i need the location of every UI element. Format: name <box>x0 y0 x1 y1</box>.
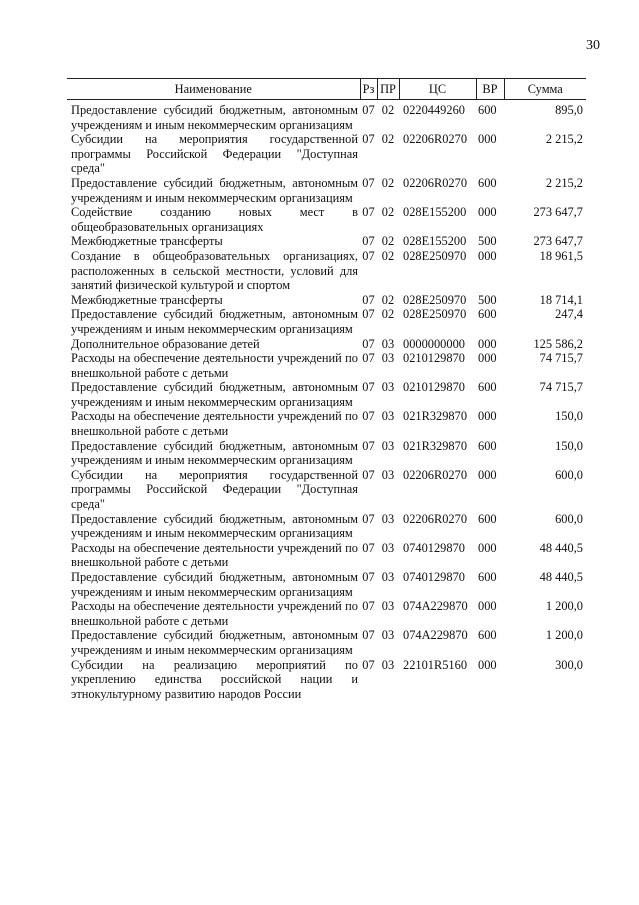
cell-cs: 0740129870 <box>403 540 465 555</box>
cell-cs: 028E155200 <box>403 205 467 220</box>
cell-vr: 000 <box>478 657 497 672</box>
cell-pr: 03 <box>381 438 395 453</box>
table-row <box>67 337 586 352</box>
cell-name: Межбюджетные трансферты <box>71 292 223 307</box>
cell-rz: 07 <box>362 234 375 249</box>
cell-name: Предоставление субсидий бюджетным, автономным учреждениям и иным некоммерческим организациям <box>71 307 358 336</box>
table-row <box>67 351 586 380</box>
table-row <box>67 234 586 249</box>
cell-name: Расходы на обеспечение деятельности учреждений по внешкольной работе с детьми <box>71 409 358 439</box>
cell-rz: 07 <box>362 628 375 643</box>
cell-cs: 028E250970 <box>403 307 467 322</box>
cell-name: Дополнительное образование детей <box>71 336 260 351</box>
cell-vr: 500 <box>478 292 497 307</box>
cell-vr: 000 <box>478 467 497 482</box>
cell-pr: 03 <box>381 599 395 614</box>
column-header-name: Наименование <box>67 79 360 100</box>
cell-vr: 600 <box>478 438 497 453</box>
cell-cs: 0210129870 <box>403 380 465 395</box>
cell-pr: 03 <box>381 628 395 643</box>
cell-cs: 02206R0270 <box>403 132 468 147</box>
cell-rz: 07 <box>362 467 375 482</box>
table-row <box>67 658 586 702</box>
cell-rz: 07 <box>362 307 375 322</box>
cell-pr: 02 <box>381 103 395 117</box>
cell-pr: 02 <box>381 307 395 322</box>
cell-sum: 48 440,5 <box>539 540 583 555</box>
table-row <box>67 599 586 628</box>
cell-sum: 895,0 <box>555 103 583 117</box>
table-row <box>67 380 586 409</box>
cell-sum: 18 714,1 <box>539 292 583 307</box>
page-number: 30 <box>586 38 600 53</box>
cell-rz: 07 <box>362 599 375 614</box>
cell-cs: 021R329870 <box>403 409 468 424</box>
cell-vr: 600 <box>478 570 497 584</box>
cell-sum: 150,0 <box>555 438 583 453</box>
cell-name: Предоставление субсидий бюджетным, автономным учреждениям и иным некоммерческим организациям <box>71 103 358 132</box>
cell-vr: 000 <box>478 599 497 614</box>
cell-cs: 028E155200 <box>403 234 467 249</box>
cell-sum: 74 715,7 <box>539 380 583 395</box>
cell-pr: 02 <box>381 248 395 263</box>
table-header <box>67 79 586 100</box>
cell-sum: 300,0 <box>555 657 583 672</box>
cell-rz: 07 <box>362 409 375 424</box>
cell-sum: 273 647,7 <box>533 205 583 220</box>
cell-name: Предоставление субсидий бюджетным, автономным учреждениям и иным некоммерческим организациям <box>71 438 358 468</box>
table-row <box>67 512 586 541</box>
cell-pr: 03 <box>381 336 395 351</box>
cell-pr: 02 <box>381 175 395 190</box>
cell-pr: 03 <box>381 540 395 555</box>
cell-pr: 03 <box>381 657 395 672</box>
cell-name: Предоставление субсидий бюджетным, автономным учреждениям и иным некоммерческим организациям <box>71 175 358 205</box>
cell-sum: 2 215,2 <box>545 175 583 190</box>
cell-sum: 125 586,2 <box>533 336 583 351</box>
cell-rz: 07 <box>362 380 375 395</box>
cell-sum: 2 215,2 <box>545 132 583 147</box>
cell-pr: 03 <box>381 351 395 366</box>
cell-pr: 03 <box>381 467 395 482</box>
cell-cs: 028E250970 <box>403 292 467 307</box>
cell-cs: 22101R5160 <box>403 657 468 672</box>
cell-pr: 02 <box>381 132 395 147</box>
cell-cs: 0210129870 <box>403 351 465 366</box>
cell-sum: 74 715,7 <box>539 351 583 366</box>
cell-rz: 07 <box>362 511 375 526</box>
cell-vr: 600 <box>478 380 497 395</box>
cell-vr: 600 <box>478 103 497 117</box>
column-header-cs: ЦС <box>399 79 476 100</box>
cell-sum: 600,0 <box>555 467 583 482</box>
cell-vr: 500 <box>478 234 497 249</box>
table-row <box>67 176 586 205</box>
cell-rz: 07 <box>362 351 375 366</box>
cell-sum: 600,0 <box>555 511 583 526</box>
cell-pr: 03 <box>381 570 395 584</box>
cell-name: Расходы на обеспечение деятельности учреждений по внешкольной работе с детьми <box>71 599 358 628</box>
column-header-sum: Сумма <box>504 79 586 100</box>
cell-rz: 07 <box>362 248 375 263</box>
cell-sum: 48 440,5 <box>539 570 583 584</box>
cell-name: Предоставление субсидий бюджетным, автономным учреждениям и иным некоммерческим организациям <box>71 570 358 599</box>
cell-rz: 07 <box>362 132 375 147</box>
cell-vr: 000 <box>478 351 497 366</box>
table-row <box>67 570 586 599</box>
table-row <box>67 132 586 176</box>
cell-cs: 074A229870 <box>403 628 468 643</box>
cell-name: Субсидии на мероприятия государственной программы Российской Федерации "Доступная среда" <box>71 467 358 512</box>
cell-rz: 07 <box>362 657 375 672</box>
column-header-pr: ПР <box>377 79 399 100</box>
cell-cs: 0000000000 <box>403 336 465 351</box>
table-row <box>67 628 586 657</box>
cell-cs: 0740129870 <box>403 570 465 584</box>
cell-cs: 021R329870 <box>403 438 468 453</box>
column-header-vr: ВР <box>476 79 504 100</box>
cell-vr: 000 <box>478 336 497 351</box>
table-row <box>67 100 586 133</box>
cell-name: Предоставление субсидий бюджетным, автономным учреждениям и иным некоммерческим организациям <box>71 628 358 657</box>
cell-vr: 000 <box>478 248 497 263</box>
cell-vr: 600 <box>478 511 497 526</box>
cell-vr: 600 <box>478 175 497 190</box>
cell-pr: 03 <box>381 409 395 424</box>
cell-cs: 074A229870 <box>403 599 468 614</box>
cell-sum: 150,0 <box>555 409 583 424</box>
cell-cs: 02206R0270 <box>403 467 468 482</box>
cell-name: Предоставление субсидий бюджетным, автономным учреждениям и иным некоммерческим организациям <box>71 380 358 409</box>
cell-rz: 07 <box>362 292 375 307</box>
cell-sum: 273 647,7 <box>533 234 583 249</box>
table-row <box>67 468 586 512</box>
cell-rz: 07 <box>362 438 375 453</box>
cell-vr: 600 <box>478 307 497 322</box>
cell-rz: 07 <box>362 175 375 190</box>
cell-name: Расходы на обеспечение деятельности учреждений по внешкольной работе с детьми <box>71 351 358 380</box>
cell-vr: 000 <box>478 132 497 147</box>
cell-pr: 02 <box>381 292 395 307</box>
table-body <box>67 100 586 702</box>
table-row <box>67 307 586 336</box>
cell-name: Межбюджетные трансферты <box>71 234 223 249</box>
cell-name: Создание в общеобразовательных организациях, расположенных в сельской местности, условий для занятий физической культурой и спортом <box>71 248 358 293</box>
cell-pr: 03 <box>381 511 395 526</box>
column-header-rz: Рз <box>360 79 377 100</box>
cell-vr: 600 <box>478 628 497 643</box>
cell-name: Субсидии на мероприятия государственной программы Российской Федерации "Доступная среда" <box>71 132 358 176</box>
cell-name: Расходы на обеспечение деятельности учреждений по внешкольной работе с детьми <box>71 540 358 570</box>
cell-sum: 1 200,0 <box>545 628 583 643</box>
cell-name: Субсидии на реализацию мероприятий по укреплению единства российской нации и этнокультурному развитию народов России <box>71 657 358 701</box>
cell-name: Содействие созданию новых мест в общеобразовательных организациях <box>71 205 358 234</box>
cell-vr: 000 <box>478 540 497 555</box>
table-row <box>67 409 586 438</box>
budget-table <box>67 78 586 701</box>
cell-pr: 02 <box>381 205 395 220</box>
cell-vr: 000 <box>478 205 497 220</box>
table-row <box>67 249 586 293</box>
cell-rz: 07 <box>362 205 375 220</box>
cell-pr: 02 <box>381 234 395 249</box>
table-row <box>67 205 586 234</box>
table-row <box>67 439 586 468</box>
cell-cs: 02206R0270 <box>403 511 468 526</box>
cell-sum: 247,4 <box>555 307 583 322</box>
table-row <box>67 541 586 570</box>
cell-vr: 000 <box>478 409 497 424</box>
cell-cs: 0220449260 <box>403 103 465 117</box>
cell-sum: 18 961,5 <box>539 248 583 263</box>
cell-pr: 03 <box>381 380 395 395</box>
cell-cs: 028E250970 <box>403 248 467 263</box>
cell-rz: 07 <box>362 336 375 351</box>
cell-rz: 07 <box>362 103 375 117</box>
cell-rz: 07 <box>362 570 375 584</box>
cell-sum: 1 200,0 <box>545 599 583 614</box>
cell-rz: 07 <box>362 540 375 555</box>
cell-name: Предоставление субсидий бюджетным, автономным учреждениям и иным некоммерческим организациям <box>71 511 358 541</box>
cell-cs: 02206R0270 <box>403 175 468 190</box>
table-row <box>67 293 586 308</box>
